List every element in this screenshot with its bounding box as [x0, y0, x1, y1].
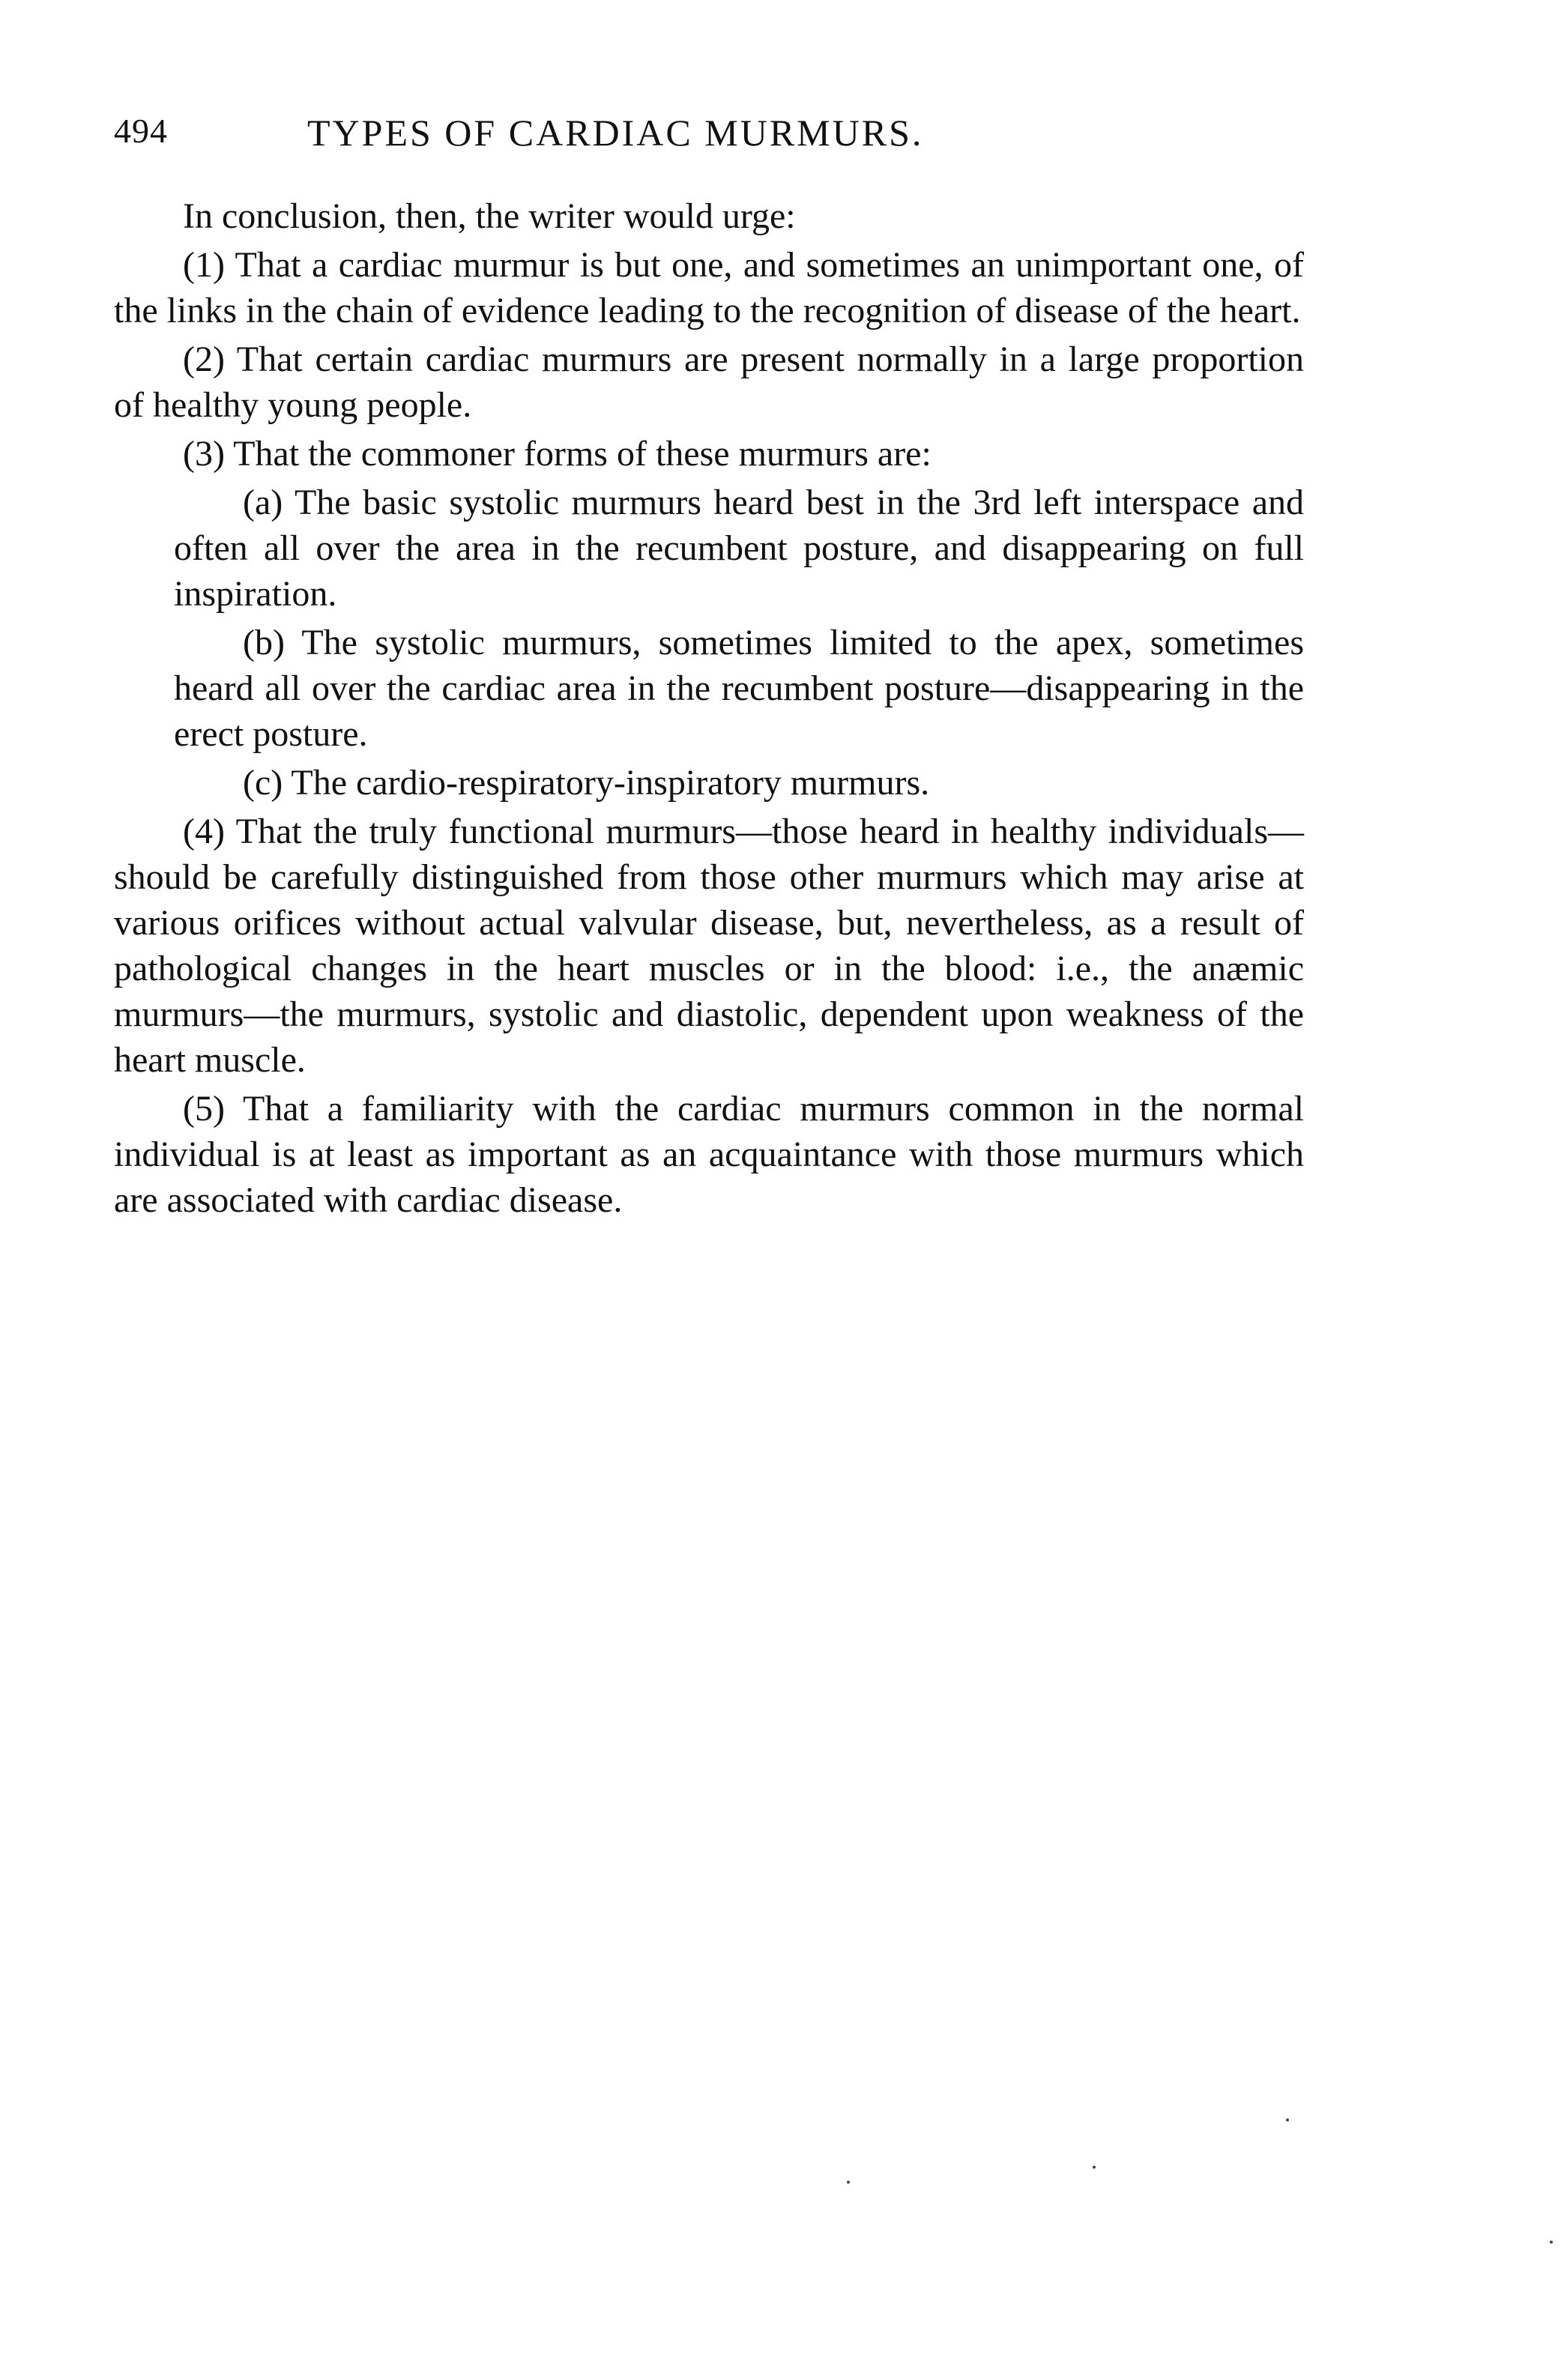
conclusion-point-3b: (b) The systolic murmurs, sometimes limited to the apex, sometimes heard all over the cardiac area in the recumbent posture—disappearing in the erect posture. [174, 623, 1304, 754]
page-number: 494 [114, 112, 168, 150]
scan-speck [1093, 2166, 1096, 2169]
body-text [114, 193, 1304, 1226]
conclusion-point-5: (5) That a familiarity with the cardiac murmurs common in the normal individual is at least as important as an acquaintance with those murmurs which are associated with cardiac disease. [114, 1089, 1304, 1220]
conclusion-point-3: (3) That the commoner forms of these murmurs are: [183, 434, 932, 474]
conclusion-point-3c: (c) The cardio-respiratory-inspiratory murmurs. [243, 763, 930, 803]
conclusion-point-3a: (a) The basic systolic murmurs heard best in the 3rd left interspace and often all over the area in the recumbent posture, and disappearing on full inspiration. [174, 483, 1304, 614]
conclusion-point-2: (2) That certain cardiac murmurs are present normally in a large proportion of healthy young people. [114, 339, 1304, 425]
running-title: TYPES OF CARDIAC MURMURS. [307, 112, 924, 154]
conclusion-point-4: (4) That the truly functional murmurs—those heard in healthy individuals—should be carefully distinguished from those other murmurs which may arise at various orifices without actual valvular disease, but, nevertheless, as a result of pathological changes in the heart muscles or in the blood: i.e., the anæmic murmurs—the murmurs, systolic and diastolic, dependent upon weakness of the heart muscle. [114, 812, 1304, 1080]
conclusion-intro: In conclusion, then, the writer would urge: [183, 196, 796, 236]
scan-speck [1550, 2241, 1553, 2244]
conclusion-point-1: (1) That a cardiac murmur is but one, and sometimes an unimportant one, of the links in the chain of evidence leading to the recognition of disease of the heart. [114, 245, 1304, 330]
running-head [114, 111, 1320, 163]
scan-speck [1286, 2118, 1289, 2121]
scan-speck [847, 2181, 850, 2184]
